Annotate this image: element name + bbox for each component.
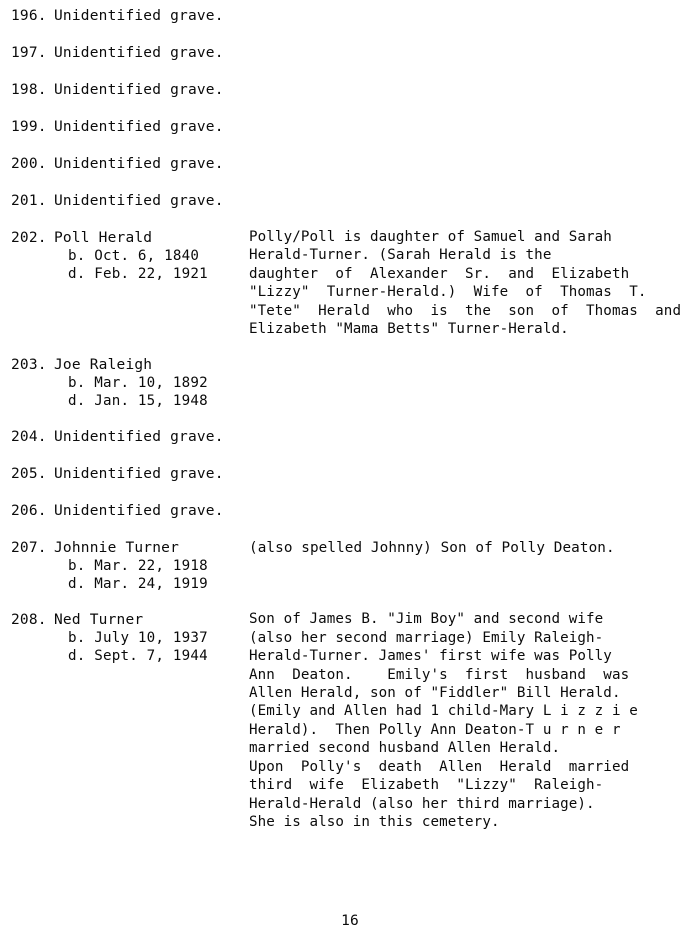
entry-identity [54,43,700,63]
entry-number: 197. [11,45,47,61]
entry-number: 202. [11,230,47,246]
cemetery-entry [0,427,700,447]
entry-note-line: "Lizzy" Turner-Herald.) Wife of Thomas T. [249,284,647,301]
entry-note-line: daughter of Alexander Sr. and Elizabeth [249,265,630,282]
entry-note-line: married second husband Allen Herald. [249,740,561,757]
entry-dates [54,248,249,283]
entry-number: 200. [11,156,47,172]
entry-identity [54,501,700,521]
entry-identity [54,427,700,447]
death-date: d. Jan. 15, 1948 [68,392,208,409]
entry-note [249,610,700,831]
entry-note [249,538,700,558]
entry-number: 208. [11,612,47,629]
page-number: 16 [341,913,359,929]
birth-date: b. Mar. 10, 1892 [68,375,208,392]
cemetery-entry [0,117,700,137]
entry-identity [54,154,700,174]
entry-identity [54,191,700,211]
entry-note-line: (Emily and Allen had 1 child-Mary L i z z i e [249,703,638,720]
birth-date: b. Oct. 6, 1840 [68,248,200,264]
entry-name: Unidentified grave. [54,45,224,61]
death-date: d. Mar. 24, 1919 [68,575,208,592]
entry-number: 198. [11,82,47,98]
cemetery-entry [0,154,700,174]
entry-note-line: (also her second marriage) Emily Raleigh- [249,629,604,646]
entry-note-line: Herald). Then Polly Ann Deaton-T u r n e r [249,721,621,738]
cemetery-entry [0,43,700,63]
cemetery-entry [0,80,700,100]
cemetery-entry [0,191,700,211]
entry-identity [54,610,249,665]
entry-number: 205. [11,466,47,483]
entry-name: Johnnie Turner [54,540,180,557]
entry-number: 206. [11,503,47,520]
entry-note-line: "Tete" Herald who is the son of Thomas and [249,302,682,319]
entry-name: Ned Turner [54,612,144,629]
entry-note-line: Elizabeth "Mama Betts" Turner-Herald. [249,321,569,338]
entry-identity [54,6,700,26]
entry-name: Poll Herald [54,230,153,246]
entry-name: Joe Raleigh [54,357,153,374]
entry-note-line: She is also in this cemetery. [249,813,500,830]
birth-date: b. July 10, 1937 [68,630,208,647]
entry-note-line: Allen Herald, son of "Fiddler" Bill Herald. [249,685,621,702]
entry-number: 207. [11,540,47,557]
entry-identity [54,355,249,410]
entry-note-line: Herald-Turner. (Sarah Herald is the [249,247,552,264]
entry-note-line: Herald-Herald (also her third marriage). [249,795,595,812]
entry-name: Unidentified grave. [54,503,224,520]
entry-note-line: (also spelled Johnny) Son of Polly Deaton. [249,540,615,557]
cemetery-entry [0,464,700,484]
entry-number: 199. [11,119,47,135]
cemetery-entry-list [0,6,700,831]
entry-note-line: Son of James B. "Jim Boy" and second wife [249,611,604,628]
entry-name: Unidentified grave. [54,119,224,135]
entry-note [249,228,700,338]
cemetery-entry [0,501,700,521]
entry-dates [54,630,249,665]
entry-name: Unidentified grave. [54,156,224,172]
entry-identity [54,228,249,283]
entry-note-line: Polly/Poll is daughter of Samuel and Sarah [249,229,612,245]
entry-identity [54,80,700,100]
entry-note-line: Upon Polly's death Allen Herald married [249,758,630,775]
death-date: d. Feb. 22, 1921 [68,265,208,282]
cemetery-entry [0,538,700,593]
entry-note-line: third wife Elizabeth "Lizzy" Raleigh- [249,777,604,794]
entry-name: Unidentified grave. [54,82,224,98]
cemetery-entry [0,355,700,410]
entry-note-line: Ann Deaton. Emily's first husband was [249,666,630,683]
entry-name: Unidentified grave. [54,429,224,446]
entry-identity [54,538,249,593]
cemetery-entry [0,228,700,338]
entry-name: Unidentified grave. [54,193,224,209]
entry-dates [54,558,249,593]
entry-identity [54,117,700,137]
entry-number: 201. [11,193,47,209]
entry-dates [54,375,249,410]
entry-number: 196. [11,8,47,24]
entry-name: Unidentified grave. [54,8,224,24]
birth-date: b. Mar. 22, 1918 [68,558,208,575]
cemetery-entry [0,610,700,831]
death-date: d. Sept. 7, 1944 [68,647,208,664]
entry-number: 204. [11,429,47,446]
entry-name: Unidentified grave. [54,466,224,483]
entry-note-line: Herald-Turner. James' first wife was Polly [249,648,612,665]
cemetery-entry [0,6,700,26]
entry-number: 203. [11,357,47,374]
entry-identity [54,464,700,484]
